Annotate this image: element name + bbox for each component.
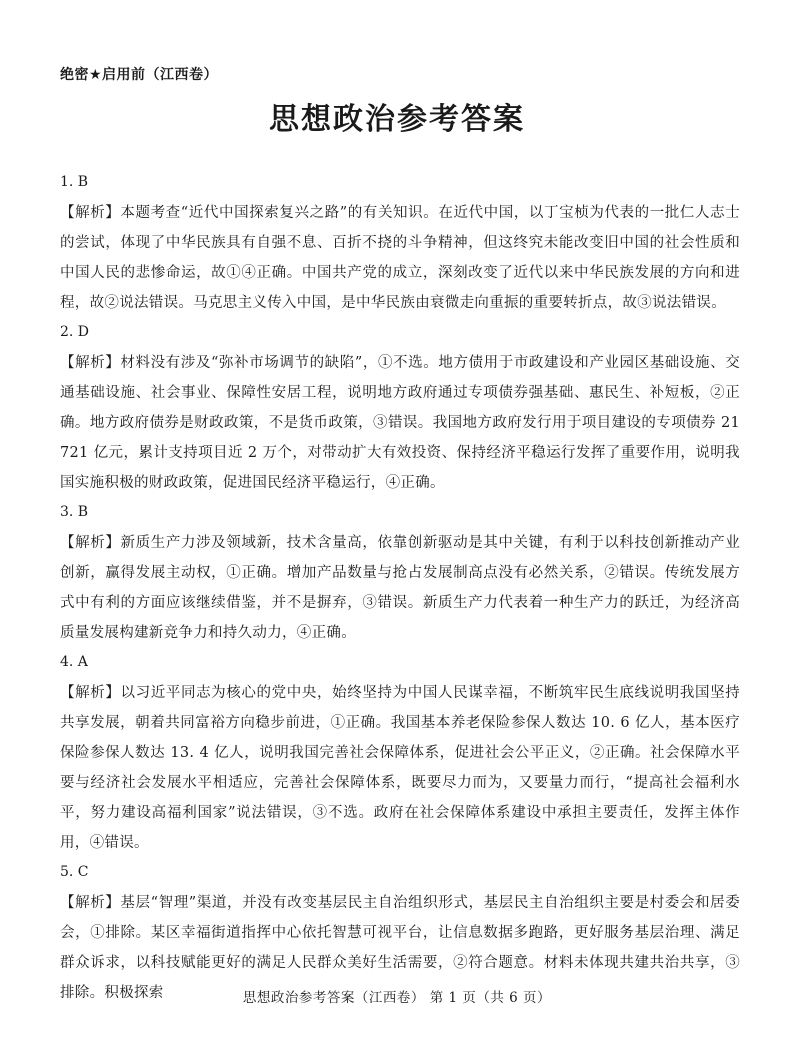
question-number: 4. A — [60, 654, 88, 670]
question-analysis: 【解析】基层“智理”渠道，并没有改变基层民主自治组织形式，基层民主自治组织主要是村委会和居委会，①排除。某区幸福街道指挥中心依托智慧可视平台，让信息数据多跑路，更好服务基层治理、满足群众诉求，以科技赋能更好的满足人民群众美好生活需要，②符合题意。材料未体现共建共治共享，③排除。积极探索 — [60, 895, 740, 1001]
question-number: 3. B — [60, 504, 89, 520]
page-title: 思想政治参考答案 — [269, 102, 525, 137]
question-number: 5. C — [60, 864, 89, 880]
secret-mark: 绝密★启用前（江西卷） — [60, 67, 219, 83]
question-4 — [60, 652, 740, 858]
question-analysis: 【解析】新质生产力涉及领域新，技术含量高，依靠创新驱动是其中关键，有利于以科技创新推动产业创新，赢得发展主动权，①正确。增加产品数量与抢占发展制高点没有必然关系，②错误。传统发展方式中有利的方面应该继续借鉴，并不是摒弃，③错误。新质生产力代表着一种生产力的跃迁，为经济高质量发展构建新竞争力和持久动力，④正确。 — [60, 535, 740, 641]
page-footer: 思想政治参考答案（江西卷） 第 1 页（共 6 页） — [242, 990, 552, 1006]
question-number: 2. D — [60, 324, 90, 340]
question-analysis: 【解析】以习近平同志为核心的党中央，始终坚持为中国人民谋幸福，不断筑牢民生底线说明我国坚持共享发展，朝着共同富裕方向稳步前进，①正确。我国基本养老保险参保人数达 10. 6 亿人，基本医疗保险参保人数达 13. 4 亿人，说明我国完善社会保障体系，促进社会公平正义，②正确。社会保障水平要与经济社会发展水平相适应，完善社会保障体系，既要尽力而为，又要量力而行，“提高社会福利水平，努力建设高福利国家”说法错误，③不选。政府在社会保障体系建设中承担主要责任，发挥主体作用，④错误。 — [60, 685, 740, 851]
question-1 — [60, 172, 740, 318]
question-number: 1. B — [60, 174, 89, 190]
question-analysis: 【解析】本题考查“近代中国探索复兴之路”的有关知识。在近代中国，以丁宝桢为代表的一批仁人志士的尝试，体现了中华民族具有自强不息、百折不挠的斗争精神，但这终究未能改变旧中国的社会性质和中国人民的悲惨命运，故①④正确。中国共产党的成立，深刻改变了近代以来中华民族发展的方向和进程，故②说法错误。马克思主义传入中国，是中华民族由衰微走向重振的重要转折点，故③说法错误。 — [60, 205, 740, 311]
question-analysis: 【解析】材料没有涉及“弥补市场调节的缺陷”，①不选。地方债用于市政建设和产业园区基础设施、交通基础设施、社会事业、保障性安居工程，说明地方政府通过专项债券强基础、惠民生、补短板，②正确。地方政府债券是财政政策，不是货币政策，③错误。我国地方政府发行用于项目建设的专项债券 21 721 亿元，累计支持项目近 2 万个，对带动扩大有效投资、保持经济平稳运行发挥了重要作用，说明我国实施积极的财政政策，促进国民经济平稳运行，④正确。 — [60, 355, 740, 491]
question-3 — [60, 502, 740, 648]
answer-list — [60, 172, 740, 1012]
question-2 — [60, 322, 740, 498]
